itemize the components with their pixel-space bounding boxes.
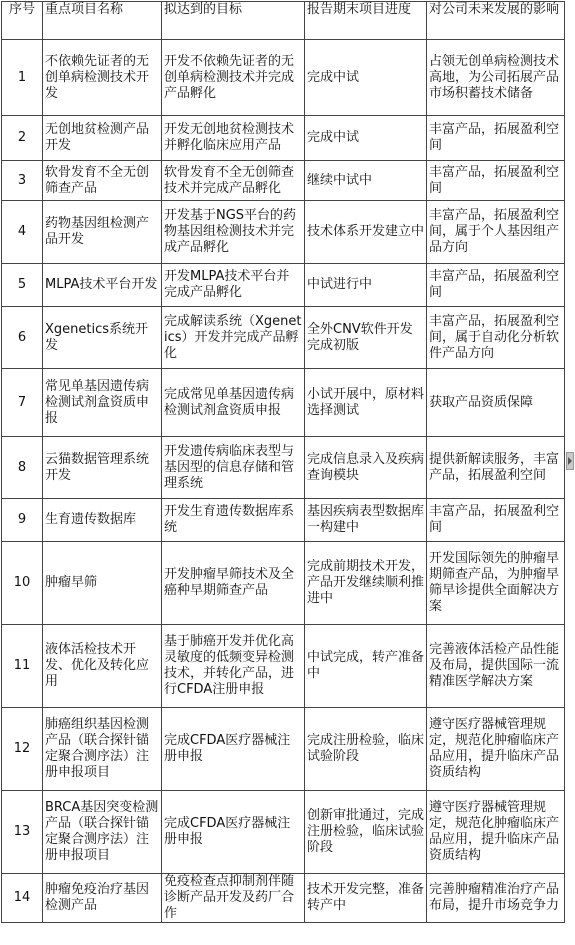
row-impact: 丰富产品，拓展盈利空间，属于自动化分析软件产品方向 [427, 307, 565, 369]
table-row [2, 499, 565, 542]
row-progress: 中试完成，转产准备中 [305, 625, 427, 708]
row-progress: 完成中试 [305, 116, 427, 161]
header-progress: 报告期末项目进度 [305, 2, 427, 40]
table-row [2, 40, 565, 116]
row-name: 软骨发育不全无创筛查产品 [43, 161, 162, 201]
row-impact: 完善液体活检产品性能及布局，提供国际一流精准医学解决方案 [427, 625, 565, 708]
row-impact: 丰富产品，拓展盈利空间 [427, 161, 565, 201]
row-no: 12 [2, 708, 43, 791]
row-no: 10 [2, 542, 43, 625]
row-no: 9 [2, 499, 43, 542]
row-name: 云猫数据管理系统开发 [43, 437, 162, 499]
row-no: 14 [2, 874, 43, 923]
project-table [1, 1, 565, 923]
row-progress: 完成中试 [305, 40, 427, 116]
table-row [2, 264, 565, 307]
row-goal: 开发基于NGS平台的药物基因组检测技术并完成产品孵化 [162, 201, 305, 264]
header-impact: 对公司未来发展的影响 [427, 2, 565, 40]
row-goal: 软骨发育不全无创筛查技术并完成产品孵化 [162, 161, 305, 201]
row-impact: 开发国际领先的肿瘤早期筛查产品，为肿瘤早筛早诊提供全面解决方案 [427, 542, 565, 625]
row-impact: 遵守医疗器械管理规定，规范化肿瘤临床产品应用，提升临床产品资质结构 [427, 708, 565, 791]
row-goal: 完成CFDA医疗器械注册申报 [162, 791, 305, 874]
row-impact: 占领无创单病检测技术高地，为公司拓展产品市场积蓄技术储备 [427, 40, 565, 116]
row-goal: 完成解读系统（Xgenetics）开发并完成产品孵化 [162, 307, 305, 369]
table-row [2, 625, 565, 708]
row-progress: 完成前期技术开发，产品开发继续顺利推进中 [305, 542, 427, 625]
row-no: 5 [2, 264, 43, 307]
table-row [2, 791, 565, 874]
table-row [2, 437, 565, 499]
row-goal: 完成CFDA医疗器械注册申报 [162, 708, 305, 791]
row-progress: 创新审批通过，完成注册检验，临床试验阶段 [305, 791, 427, 874]
row-progress: 完成注册检验，临床试验阶段 [305, 708, 427, 791]
row-impact: 丰富产品，拓展盈利空间 [427, 499, 565, 542]
row-goal: 开发MLPA技术平台并完成产品孵化 [162, 264, 305, 307]
table-row [2, 307, 565, 369]
row-name: 无创地贫检测产品开发 [43, 116, 162, 161]
header-goal: 拟达到的目标 [162, 2, 305, 40]
row-no: 1 [2, 40, 43, 116]
row-no: 13 [2, 791, 43, 874]
row-name: 药物基因组检测产品开发 [43, 201, 162, 264]
table-row [2, 874, 565, 923]
row-name: MLPA技术平台开发 [43, 264, 162, 307]
table-row [2, 542, 565, 625]
row-progress: 基因疾病表型数据库一构建中 [305, 499, 427, 542]
row-no: 2 [2, 116, 43, 161]
row-impact: 提供新解读服务，丰富产品，拓展盈利空间 [427, 437, 565, 499]
row-progress: 中试进行中 [305, 264, 427, 307]
table-row [2, 161, 565, 201]
row-name: 液体活检技术开发、优化及转化应用 [43, 625, 162, 708]
row-name: 肺癌组织基因检测产品（联合探针锚定聚合测序法）注册申报项目 [43, 708, 162, 791]
row-goal: 开发遗传病临床表型与基因型的信息存储和管理系统 [162, 437, 305, 499]
row-name: 不依赖先证者的无创单病检测技术开发 [43, 40, 162, 116]
row-impact: 完善肿瘤精准治疗产品布局，提升市场竞争力 [427, 874, 565, 923]
table-row [2, 708, 565, 791]
row-progress: 技术开发完整，准备转产中 [305, 874, 427, 923]
header-no: 序号 [2, 2, 43, 40]
header-name: 重点项目名称 [43, 2, 162, 40]
row-progress: 继续中试中 [305, 161, 427, 201]
row-name: Xgenetics系统开发 [43, 307, 162, 369]
table-row [2, 116, 565, 161]
row-no: 3 [2, 161, 43, 201]
row-impact: 丰富产品，拓展盈利空间，属于个人基因组产品方向 [427, 201, 565, 264]
row-progress: 完成信息录入及疾病查询模块 [305, 437, 427, 499]
row-goal: 免疫检查点抑制剂伴随诊断产品开发及药厂合作 [162, 874, 305, 923]
row-goal: 完成常见单基因遗传病检测试剂盒资质申报 [162, 369, 305, 437]
scroll-handle[interactable] [566, 452, 574, 470]
row-no: 6 [2, 307, 43, 369]
table-header-row [2, 2, 565, 40]
row-impact: 获取产品资质保障 [427, 369, 565, 437]
row-no: 8 [2, 437, 43, 499]
table-row [2, 201, 565, 264]
row-impact: 丰富产品，拓展盈利空间 [427, 116, 565, 161]
row-progress: 小试开展中，原材料选择测试 [305, 369, 427, 437]
row-no: 7 [2, 369, 43, 437]
row-name: 生育遗传数据库 [43, 499, 162, 542]
row-name: 常见单基因遗传病检测试剂盒资质申报 [43, 369, 162, 437]
row-impact: 遵守医疗器械管理规定，规范化肿瘤临床产品应用，提升临床产品资质结构 [427, 791, 565, 874]
table-row [2, 369, 565, 437]
row-goal: 开发无创地贫检测技术并孵化临床应用产品 [162, 116, 305, 161]
row-goal: 开发不依赖先证者的无创单病检测技术并完成产品孵化 [162, 40, 305, 116]
row-no: 4 [2, 201, 43, 264]
row-progress: 技术体系开发建立中 [305, 201, 427, 264]
row-progress: 全外CNV软件开发完成初版 [305, 307, 427, 369]
row-name: 肿瘤早筛 [43, 542, 162, 625]
row-name: 肿瘤免疫治疗基因检测产品 [43, 874, 162, 923]
row-impact: 丰富产品，拓展盈利空间 [427, 264, 565, 307]
row-goal: 基于肺癌开发并优化高灵敏度的低频变异检测技术，并转化产品，进行CFDA注册申报 [162, 625, 305, 708]
row-goal: 开发肿瘤早筛技术及全癌种早期筛查产品 [162, 542, 305, 625]
row-no: 11 [2, 625, 43, 708]
row-name: BRCA基因突变检测产品（联合探针锚定聚合测序法）注册申报项目 [43, 791, 162, 874]
row-goal: 开发生育遗传数据库系统 [162, 499, 305, 542]
